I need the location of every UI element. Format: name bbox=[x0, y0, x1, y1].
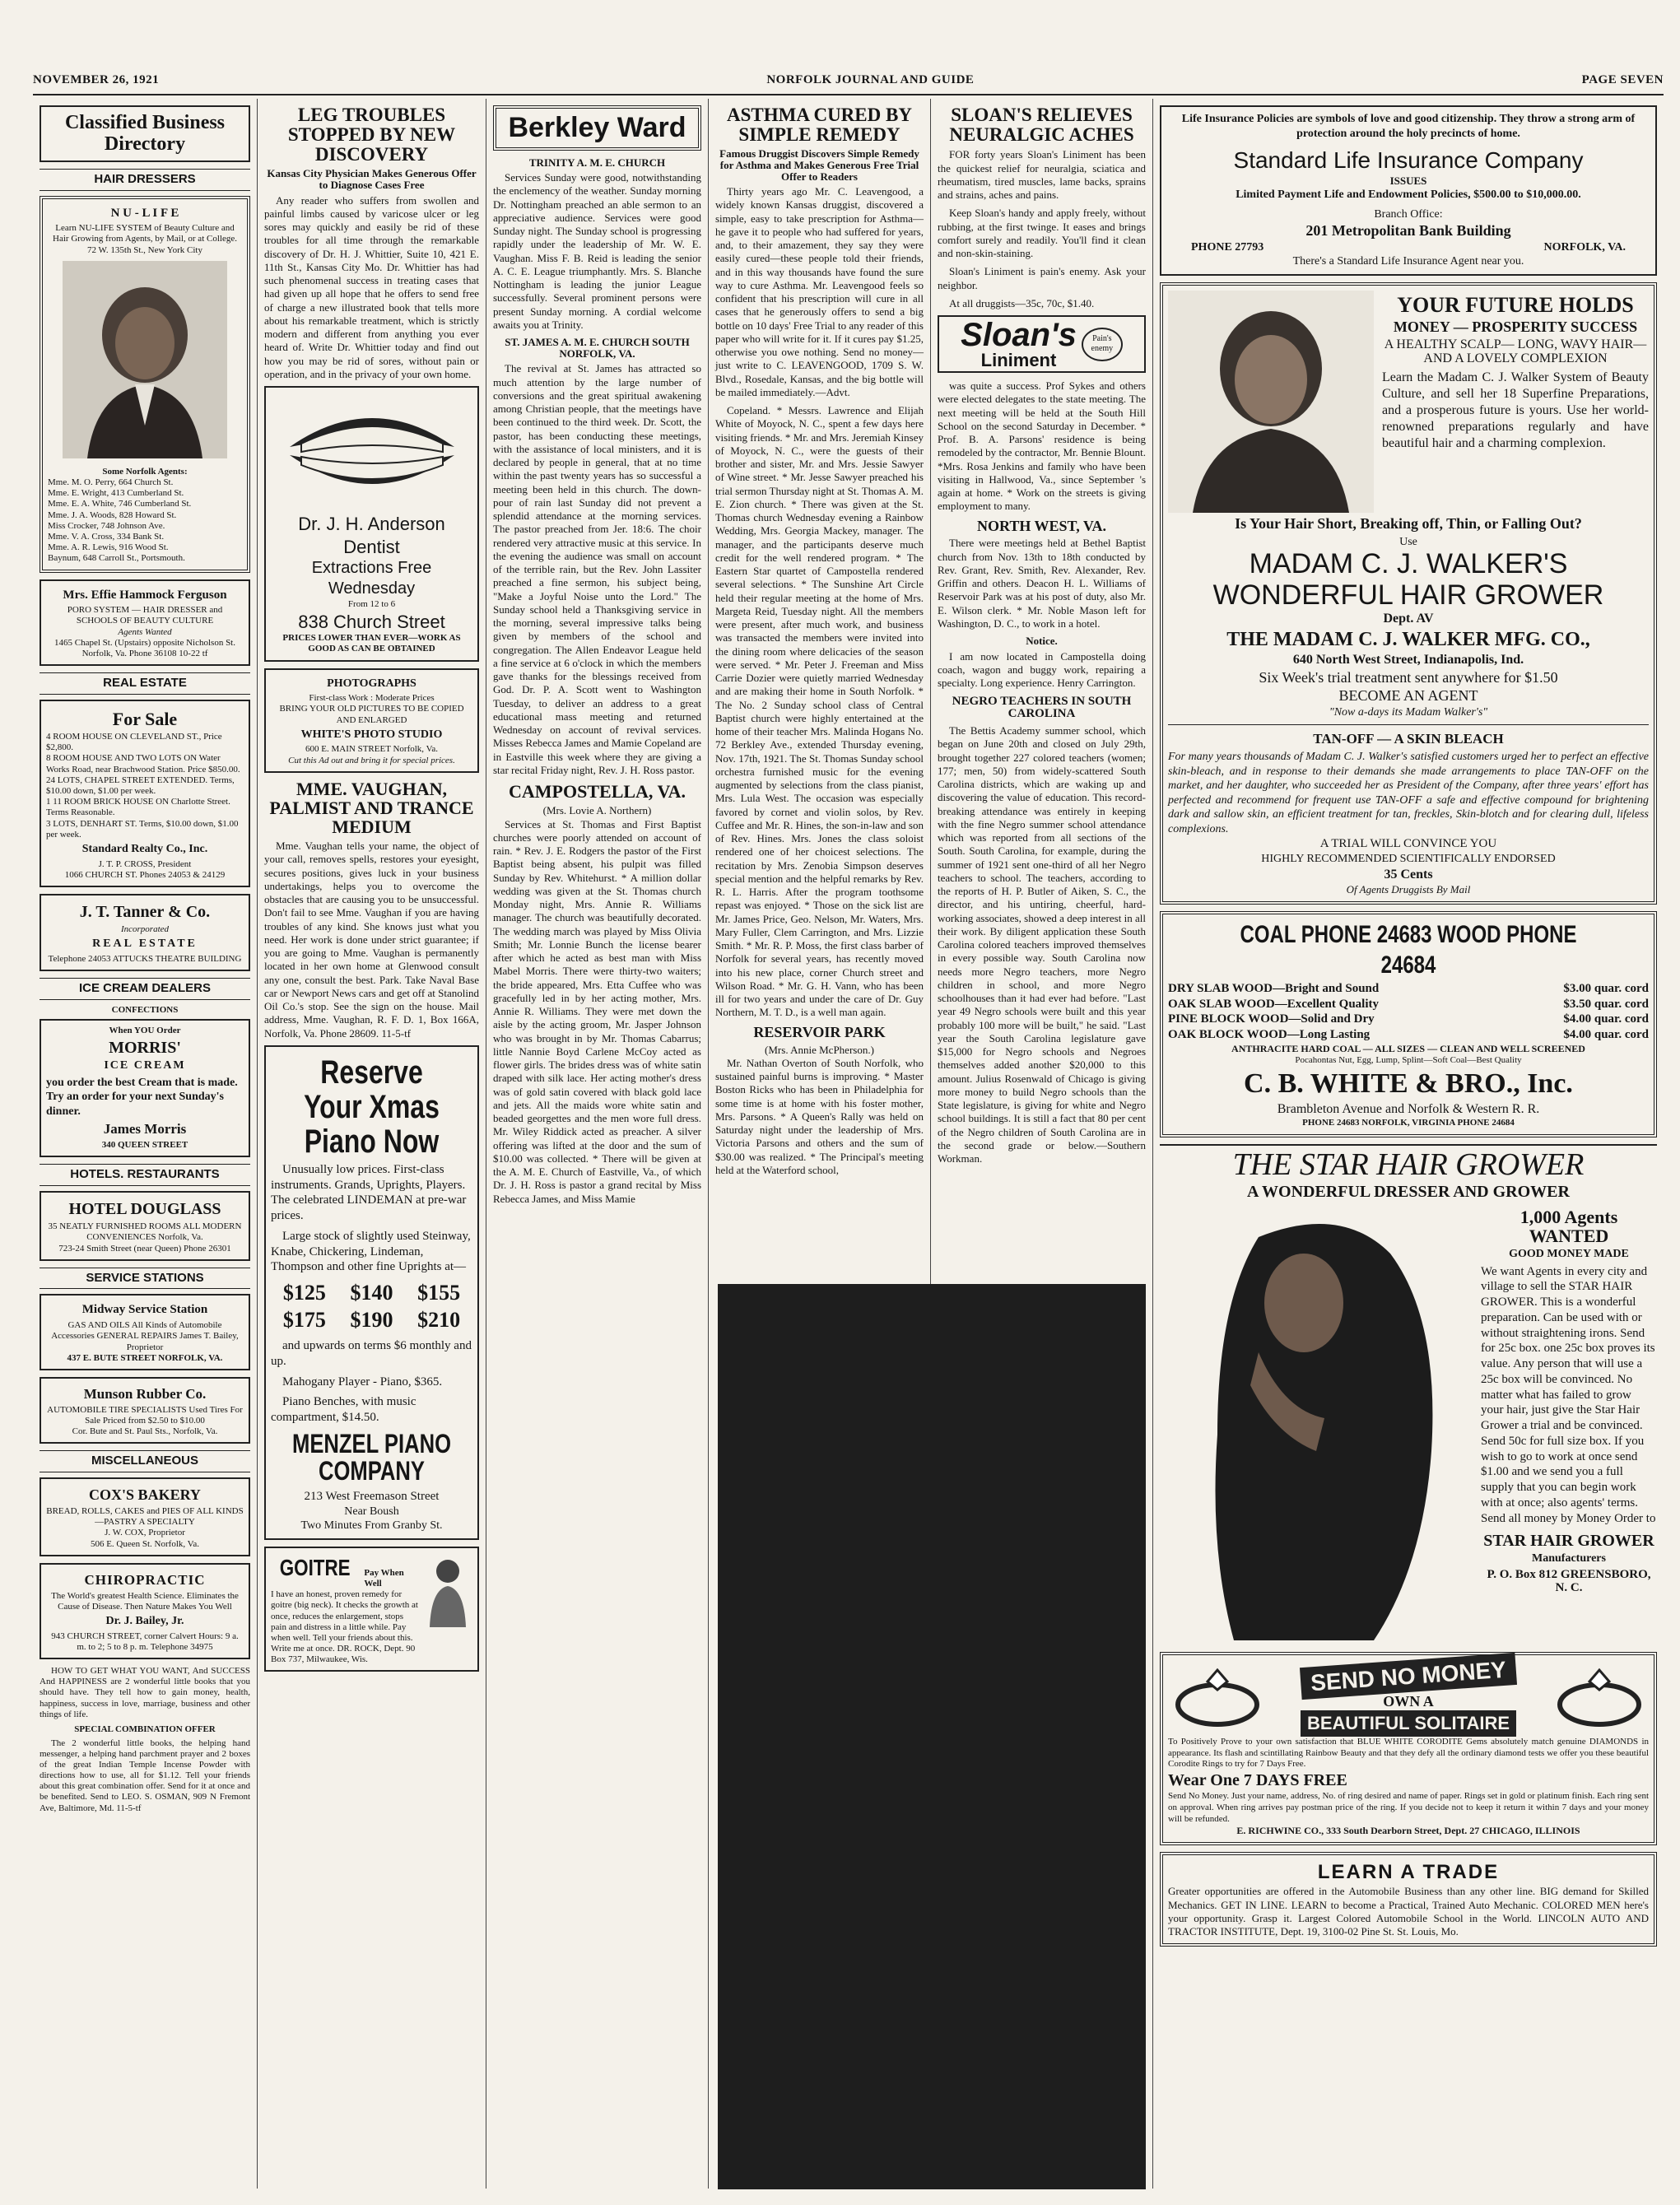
woman-long-hair-illustration bbox=[1160, 1204, 1473, 1649]
woman-illustration bbox=[423, 1553, 472, 1627]
campostella-body: Services at St. Thomas and First Baptist churches were poorly attended on account of rain. * Rev. J. E. Rodgers the pastor of the First Baptist being absent, his pulpit was filled Sunday by Rev. Whitehurst. * A million dollar wedding was given at the St. Thomas church Monday night, Mrs. Annie R. Williams manager. The church was beautifully decorated. The wedding march was played by Miss Olivia Smith; Mr. Lonnie Bunch the license bearer after which he acted as best man with Miss Mabel Morris. There were thirty-two waiters; the bride appeared, Mrs. Etta Cuffee who was gracefully led in by her acting mother, Mrs. Annie R. Williams. They were met down the aisle by the acting groom, Mr. Jasper Johnson who was brought in by Mr. Thomas Cabarrus; little Nannie Boyd Carlene McCoy acted as flower girls. The brides dress was of white satin draped with silk lace. Her acting mother's dress was of gold satin covered with black gold lace and jets. All the maids wore white satin and beaded georgettes and the men wore full dress. Mr. Wiley Riddick acted as preacher. A silver offering was lifted at the door and the sum of $10.00 was collected. * There will be given at the A. M. E. Church of Eastville, Va., of which Dr. J. H. Ross is pastor a grand recital by Miss Rebecca James, and Miss Mamie bbox=[493, 817, 701, 1205]
sloans-price: At all druggists—35c, 70c, $1.40. bbox=[949, 296, 1095, 309]
anderson-hours: From 12 to 6 bbox=[347, 599, 396, 610]
ad-nu-life bbox=[40, 196, 250, 573]
hotel-text: 35 NEATLY FURNISHED ROOMS ALL MODERN CONVENIENCES Norfolk, Va. bbox=[48, 1221, 242, 1243]
ad-piano bbox=[264, 1045, 479, 1540]
star-text: We want Agents in every city and village to sell the STAR HAIR GROWER. This is a wonderful preparation. Can be used with or without straightening irons. Send for 25c box. one 25c box proves its value. Any person that will use a 25c box will be convinced. No matter what has failed to grow your hair, just give the Star Hair Grower a trial and be convinced. Send 50c for full size box. If you wish to go to work at once send $1.00 and we send you a full supply that you can begin work with at once; also agents' terms. Send all money by Money Order to bbox=[1481, 1264, 1656, 1525]
walker-use: Use bbox=[1399, 535, 1417, 548]
standard-name: Standard Life Insurance Company bbox=[1233, 147, 1584, 173]
munson-text: AUTOMOBILE TIRE SPECIALISTS Used Tires For Sale Priced from $2.50 to $10.00 bbox=[47, 1404, 243, 1426]
ad-osman bbox=[40, 1666, 250, 1814]
osman-text: HOW TO GET WHAT YOU WANT, And SUCCESS And HAPPINESS are 2 wonderful little books that you should have. They tell how to gain money, health, happiness, success in love, marriage, business and other things of life. bbox=[40, 1666, 250, 1719]
walker-address: 640 North West Street, Indianapolis, Ind. bbox=[1292, 652, 1524, 667]
ad-munson bbox=[40, 1377, 250, 1444]
sloans-body3: Sloan's Liniment is pain's enemy. Ask your neighbor. bbox=[938, 265, 1146, 291]
list-item: OAK BLOCK WOOD—Long Lasting $4.00 quar. cord bbox=[1168, 1028, 1649, 1042]
walker-agent: BECOME AN AGENT bbox=[1338, 687, 1478, 705]
tanoff-body: For many years thousands of Madam C. J. Walker's satisfied customers urged her to perfect an effective skin-bleach, and in response to their demands she made arrangements to place TAN-OFF on the market, and her daughter, who succeeded her as President of the Company, after three years' effort has perfected and recommend for frequent use TAN-OFF a safe and effective compound for brightening dark and sallow skin, an efficient treatment for tan, freckles, Skin-blotch and for clearing dull, lifeless complexions. bbox=[1168, 751, 1649, 835]
walker-list: A HEALTHY SCALP— LONG, WAVY HAIR— AND A LOVELY COMPLEXION bbox=[1384, 337, 1647, 365]
piano-price: $175 bbox=[282, 1307, 326, 1332]
piano-price: $140 bbox=[350, 1281, 393, 1305]
northwest-body: There were meetings held at Bethel Baptist church from Nov. 13th to 18th conducted by Rev. Grant, Rev. Smith, Rev. Alexander, Rev. Griffin and others. Deacon H. L. Williams of Reservoir Park was at his post of duty, also Mr. E. Wilson clerk. * Mr. Noble Mason left for Washington, D. C., to work in a hotel. bbox=[938, 537, 1146, 630]
star-headline: THE STAR HAIR GROWER bbox=[1232, 1147, 1585, 1182]
star-address: P. O. Box 812 GREENSBORO, N. C. bbox=[1487, 1568, 1651, 1594]
piano-body2: Large stock of slightly used Steinway, Knabe, Chickering, Lindeman, Thompson and other fine Uprights at— bbox=[271, 1229, 471, 1274]
morris-signature: James Morris bbox=[103, 1121, 187, 1137]
photo-note: Cut this Ad out and bring it for special prices. bbox=[288, 755, 455, 765]
list-item: PINE BLOCK WOOD—Solid and Dry $4.00 quar. cord bbox=[1168, 1012, 1649, 1026]
photo-line2: BRING YOUR OLD PICTURES TO BE COPIED AND ENLARGED bbox=[279, 704, 464, 725]
directory-title: Classified Business Directory bbox=[40, 105, 250, 162]
solitaire-company: E. RICHWINE CO., 333 South Dearborn Street, Dept. 27 CHICAGO, ILLINOIS bbox=[1236, 1825, 1580, 1837]
dark-blank-area bbox=[718, 1284, 1146, 2189]
teachers-heading: NEGRO TEACHERS IN SOUTH CAROLINA bbox=[952, 694, 1132, 721]
section-real-estate: REAL ESTATE bbox=[40, 672, 250, 695]
teeth-icon bbox=[282, 398, 463, 505]
walker-question: Is Your Hair Short, Breaking off, Thin, or Falling Out? bbox=[1235, 514, 1582, 532]
list-item: 4 ROOM HOUSE ON CLEVELAND ST., Price $2,800. bbox=[46, 732, 222, 753]
tanner-sub: Incorporated bbox=[120, 924, 170, 934]
solitaire-name: BEAUTIFUL SOLITAIRE bbox=[1301, 1710, 1516, 1737]
ad-madam-walker bbox=[1160, 282, 1657, 905]
list-item: 24 LOTS, CHAPEL STREET EXTENDED. Terms, $10.00 down, $1.00 per week. bbox=[46, 775, 235, 796]
ring-icon bbox=[1550, 1665, 1649, 1731]
tanner-name: J. T. Tanner & Co. bbox=[79, 903, 211, 921]
trinity-body: Services Sunday were good, notwithstanding the enclemency of the weather. Sunday morning Dr. Nottingham preached an able sermon to an appreciative audience. Services were good Sunday night. The Sunday school is progressing rapidly under the leadership of Mr. W. E. Vaughan. Miss F. B. Reid is leading the senior A. C. E. League triumphantly. Mrs. S. Blanche Nottingham is leading the junior League successfully. Several prominent persons were present Sunday morning. A cordial welcome awaits you at Trinity. bbox=[493, 171, 701, 331]
masthead-rule bbox=[33, 94, 1664, 95]
list-item: 3 LOTS, DENHART ST. Terms, $10.00 down, $1.00 per week. bbox=[46, 818, 239, 840]
goitre-tag: Pay When Well bbox=[364, 1567, 404, 1589]
coal-headline: COAL PHONE 24683 WOOD PHONE 24684 bbox=[1240, 920, 1577, 979]
piano-body3: and upwards on terms $6 monthly and up. bbox=[271, 1339, 472, 1368]
munson-name: Munson Rubber Co. bbox=[83, 1385, 207, 1402]
section-miscellaneous: MISCELLANEOUS bbox=[40, 1450, 250, 1472]
walker-trial: Six Week's trial treatment sent anywhere for $1.50 bbox=[1259, 668, 1558, 686]
section-confections: CONFECTIONS bbox=[111, 1004, 179, 1015]
standard-phone: PHONE 27793 bbox=[1191, 240, 1264, 254]
column-ads-left bbox=[257, 99, 486, 2189]
section-service-stations: SERVICE STATIONS bbox=[40, 1268, 250, 1290]
sloans-body1: FOR forty years Sloan's Liniment has been the quickest relief for neuralgia, sciatica and rheumatism, tired muscles, lame backs, sprains and strains, aches and pains. bbox=[938, 148, 1146, 202]
reservoir-body: Mr. Nathan Overton of South Norfolk, who sustained painful burns is improving. * Master Boston Ricks who has been in Philadelphia for some time is at home with his foster mother, Mrs. Parsons. * A Queen's Rally was held on Saturday night under the leadership of Mrs. Victoria Parsons and others and the sum of $30.00 was realized. * The Principal's meeting held at the Waterford school, bbox=[715, 1056, 924, 1176]
ring-icon bbox=[1168, 1665, 1267, 1731]
photo-line1: First-class Work : Moderate Prices bbox=[309, 693, 435, 704]
sloans-badge: Pain's enemy bbox=[1082, 328, 1123, 361]
anderson-prices: PRICES LOWER THAN EVER—WORK AS GOOD AS CAN BE OBTAINED bbox=[282, 633, 461, 654]
leg-body: Any reader who suffers from swollen and painful limbs caused by varicose ulcer or leg sores may quickly and easily be rid of these troubles for all time through the remarkable discovery of Dr. H. J. Whittier, Suite 10, 421 E. 11th St., Kansas City Mo. Dr. Whittier has had such phenomenal success in treating cases that had given up all hope that he offers to send free of charge a new illustrated book that tells more about his remarkable treatment, which is strictly modern and different from anything you ever heard of. Write Dr. Whittier today and find out how you may be rid of sores, without pain or operation, and in the privacy of your own home. bbox=[264, 193, 479, 380]
trade-body: Greater opportunities are offered in the Automobile Business than any other line. BIG demand for Skilled Mechanics. GET IN LINE. LEARN to become a Practical, Trained Auto Mechanic. COLORED MEN here's your opportunity. Grasp it. Largest Colored Automobile School in the World. LINCOLN AUTO AND TRACTOR INSTITUTE, Dept. 19, 3100-02 Pine St. St. Louis, Mo. bbox=[1168, 1885, 1649, 1938]
realty-address: 1066 CHURCH ST. Phones 24053 & 24129 bbox=[64, 869, 226, 880]
piano-price: $125 bbox=[282, 1281, 326, 1305]
anderson-title: Dentist bbox=[343, 536, 400, 557]
list-item: Mme. E. A. White, 746 Cumberland St. bbox=[48, 499, 192, 509]
teachers-body: The Bettis Academy summer school, which began on June 20th and closed on July 29th, brought together 227 colored teachers (women; 177; men, 50) from widely-scattered South Carolina districts, which are waking up and discovering the value of education. This record-breaking attendance was entirely in keeping with the fine Negro summer school attendance which was reported from all sections of the South. South Carolina, for example, during the summer of 1921 sent one-third of all her Negro teachers to school. The teachers, according to the reports of H. P. Butler of Aiken, S. C., the director, and his untiring, cheerful, hard-working associates, showed a deep interest in all their work. By diligent application these South Carolina colored teachers improved themselves in every possible way. South Carolina now needs more Negro teachers, more Negro children in school, and more Negro schoolhouses than it had ever had before. "Last year 49 Negro schools were built and this year probably 100 more will be built," he said. "Last year the South Carolina legislature gave $15,000 for Negro schools and Negroes themselves added another $20,000 to this amount. Julius Rosenwald of Chicago is giving more money to build Negro schools than the State legislature, is giving for white and Negro school buildings. It is still a fact that 80 per cent of the Negro children of South Carolina are in the second grade or below.—Southern Workman. bbox=[938, 724, 1146, 1165]
piano-body1: Unusually low prices. First-class instruments. Grands, Uprights, Players. The celebrated LINDEMAN at pre-war prices. bbox=[271, 1162, 467, 1223]
trinity-heading: TRINITY A. M. E. CHURCH bbox=[528, 156, 666, 169]
asthma-subhead: Famous Druggist Discovers Simple Remedy for Asthma and Makes Generous Free Trial Offer to Readers bbox=[719, 147, 919, 183]
goitre-text: I have an honest, proven remedy for goitre (big neck). It checks the growth at once, reduces the enlargement, stops pain and distress in a little while. Pay when well. Tell your friends about this. Write me at once. DR. ROCK, Dept. 90 Box 737, Milwaukee, Wis. bbox=[271, 1589, 418, 1665]
osman-offer: The 2 wonderful little books, the helping hand messenger, a helping hand parchment prayer and 2 boxes of the great Indian Temple Incense Powder with directions how to use, all for $1.12. Tell your friends about this great combination offer. Send for it at once and be benefited. Send to LEO. S. OSMAN, 909 N Fremont Ave, Baltimore, Md. 11-5-tf bbox=[40, 1737, 250, 1813]
section-hotels: HOTELS. RESTAURANTS bbox=[40, 1164, 250, 1186]
ad-tanner bbox=[40, 894, 250, 971]
notice-heading: Notice. bbox=[1026, 635, 1058, 648]
standard-branch: Branch Office: bbox=[1374, 207, 1443, 221]
northwest-heading: NORTH WEST, VA. bbox=[976, 517, 1107, 534]
stjames-heading: ST. JAMES A. M. E. CHURCH SOUTH NORFOLK, VA. bbox=[505, 336, 690, 360]
standard-line1: Life Insurance Policies are symbols of love and good citizenship. They throw a strong arm of protection around the holy precincts of home. bbox=[1181, 113, 1636, 140]
nu-life-text: Learn NU-LIFE SYSTEM of Beauty Culture and Hair Growing from Agents, by Mail, or at College. 72 W. 135th St., New York City bbox=[53, 223, 237, 255]
solitaire-body: To Positively Prove to your own satisfaction that BLUE WHITE CORODITE Gems absolutely match genuine DIAMONDS in appearance. Its flash and scintillating Rainbow Beauty and that they defy all the ordinary diamond tests we offer you these beautiful Corodite Rings to try for 7 Days Free. bbox=[1168, 1736, 1649, 1770]
realty-name: Standard Realty Co., Inc. bbox=[81, 842, 208, 855]
list-item: Miss Crocker, 748 Johnson Ave. bbox=[48, 520, 165, 531]
piano-body5: Piano Benches, with music compartment, $14.50. bbox=[271, 1395, 417, 1425]
solitaire-wear: Wear One 7 DAYS FREE bbox=[1168, 1771, 1347, 1790]
ad-ferguson bbox=[40, 579, 250, 667]
vaughan-headline: MME. VAUGHAN, PALMIST AND TRANCE MEDIUM bbox=[269, 778, 474, 838]
nu-life-title: N U - L I F E bbox=[110, 206, 179, 220]
piano-price: $155 bbox=[417, 1281, 461, 1305]
tanoff-head: TAN-OFF — A SKIN BLEACH bbox=[1313, 731, 1504, 747]
walker-portrait bbox=[1168, 291, 1374, 513]
goitre-headline: GOITRE bbox=[279, 1554, 351, 1580]
list-item: Mme. M. O. Perry, 664 Church St. bbox=[48, 477, 174, 488]
menzel-address: 213 West Freemason Street bbox=[304, 1490, 440, 1504]
ad-for-sale bbox=[40, 700, 250, 887]
morris-name: MORRIS' bbox=[109, 1039, 181, 1058]
ferguson-address: 1465 Chapel St. (Upstairs) opposite Nicholson St. Norfolk, Va. Phone 36108 10-22 tf bbox=[54, 637, 235, 659]
asthma-headline: ASTHMA CURED BY SIMPLE REMEDY bbox=[727, 105, 912, 146]
piano-price: $210 bbox=[417, 1307, 461, 1332]
anderson-line1: Extractions Free bbox=[311, 559, 432, 578]
menzel-walk: Two Minutes From Granby St. bbox=[300, 1519, 443, 1533]
chiro-text: The World's greatest Health Science. Eliminates the Cause of Disease. Then Nature Makes You Well bbox=[51, 1590, 239, 1612]
list-item: DRY SLAB WOOD—Bright and Sound $3.00 quar. cord bbox=[1168, 981, 1649, 995]
photo-studio-name: WHITE'S PHOTO STUDIO bbox=[300, 728, 443, 741]
wood-price-list bbox=[1168, 981, 1649, 1043]
tanner-line: REAL ESTATE bbox=[92, 937, 198, 951]
sloans-body2: Keep Sloan's handy and apply freely, without rubbing, at the first twinge. It eases and brings comfort surely and readily. You'll find it clean and non-skin-staining. bbox=[938, 207, 1146, 260]
standard-issues: ISSUES bbox=[1389, 174, 1427, 187]
star-agents: 1,000 Agents WANTED bbox=[1519, 1206, 1618, 1246]
ad-anderson-dentist bbox=[264, 386, 479, 661]
column-ads-right bbox=[1152, 99, 1664, 2189]
munson-address: Cor. Bute and St. Paul Sts., Norfolk, Va. bbox=[72, 1426, 218, 1437]
bakery-text: BREAD, ROLLS, CAKES and PIES OF ALL KINDS—PASTRY A SPECIALTY bbox=[46, 1506, 244, 1528]
bakery-name: COX'S BAKERY bbox=[89, 1486, 201, 1504]
list-item: Mme. J. A. Woods, 828 Howard St. bbox=[48, 509, 177, 520]
ferguson-line: PORO SYSTEM — HAIR DRESSER and SCHOOLS OF BEAUTY CULTURE bbox=[67, 605, 223, 626]
midway-text: GAS AND OILS All Kinds of Automobile Accessories GENERAL REPAIRS James T. Bailey, Proprietor bbox=[51, 1320, 239, 1352]
berkley-ward-heading: Berkley Ward bbox=[493, 105, 701, 151]
photo-address: 600 E. MAIN STREET Norfolk, Va. bbox=[305, 744, 438, 755]
trade-headline: LEARN A TRADE bbox=[1317, 1861, 1500, 1884]
reservoir-byline: (Mrs. Annie McPherson.) bbox=[765, 1043, 874, 1056]
chiro-doctor: Dr. J. Bailey, Jr. bbox=[105, 1614, 184, 1627]
list-item: Baynum, 648 Carroll St., Portsmouth. bbox=[48, 553, 185, 564]
star-company: STAR HAIR GROWER bbox=[1483, 1532, 1654, 1551]
sloans-logo bbox=[938, 315, 1146, 373]
coal-company: C. B. WHITE & BRO., Inc. bbox=[1244, 1068, 1573, 1099]
hotel-address: 723-24 Smith Street (near Queen) Phone 26301 bbox=[58, 1243, 231, 1254]
star-money: GOOD MONEY MADE bbox=[1509, 1247, 1629, 1260]
masthead-paper: NORFOLK JOURNAL AND GUIDE bbox=[766, 72, 975, 86]
masthead-page: PAGE SEVEN bbox=[1581, 72, 1664, 86]
walker-head2: MONEY — PROSPERITY SUCCESS bbox=[1393, 319, 1638, 336]
tanoff-price: 35 Cents bbox=[1384, 867, 1433, 882]
piano-price-grid bbox=[271, 1280, 472, 1333]
ad-goitre bbox=[264, 1547, 479, 1672]
ad-star-hair-grower bbox=[1160, 1144, 1657, 1649]
ad-standard-life bbox=[1160, 105, 1657, 276]
nu-life-agents bbox=[48, 477, 242, 565]
walker-dept: Dept. AV bbox=[1383, 611, 1434, 626]
anderson-address: 838 Church Street bbox=[298, 611, 445, 632]
ad-solitaire bbox=[1160, 1652, 1657, 1846]
bakery-address: 506 E. Queen St. Norfolk, Va. bbox=[90, 1538, 200, 1549]
coal-phones: PHONE 24683 NORFOLK, VIRGINIA PHONE 24684 bbox=[1302, 1118, 1515, 1128]
nu-life-agents-head: Some Norfolk Agents: bbox=[102, 466, 188, 477]
walker-product: MADAM C. J. WALKER'S WONDERFUL HAIR GROWER bbox=[1212, 548, 1604, 611]
leg-headline: LEG TROUBLES STOPPED BY NEW DISCOVERY bbox=[287, 105, 456, 165]
bakery-proprietor: J. W. COX, Proprietor bbox=[105, 1528, 185, 1538]
star-manufacturers: Manufacturers bbox=[1532, 1552, 1606, 1565]
chiro-name: CHIROPRACTIC bbox=[84, 1571, 206, 1588]
anderson-name: Dr. J. H. Anderson bbox=[298, 514, 445, 535]
masthead bbox=[33, 69, 1664, 91]
list-item: OAK SLAB WOOD—Excellent Quality $3.50 quar. cord bbox=[1168, 997, 1649, 1011]
anderson-line2: Wednesday bbox=[328, 579, 416, 598]
ad-chiropractic bbox=[40, 1563, 250, 1659]
list-item: 1 11 ROOM BRICK HOUSE ON Charlotte Street. Terms Reasonable. bbox=[46, 797, 230, 818]
portrait-photo bbox=[63, 261, 227, 458]
leg-subhead: Kansas City Physician Makes Generous Offer to Diagnose Cases Free bbox=[267, 167, 477, 192]
ferguson-name: Mrs. Effie Hammock Ferguson bbox=[63, 588, 227, 602]
campostella-byline: (Mrs. Lovie A. Northern) bbox=[542, 804, 652, 817]
coal-line2: Pocahontas Nut, Egg, Lump, Splint—Soft Coal—Best Quality bbox=[1295, 1054, 1522, 1065]
stjames-body: The revival at St. James has attracted so much attention by the large number of conversions and the great spiritual awakening among Christian people, that the meetings have been continued to the third week. Dr. Scott, the pastor, has been conducting these meetings, with the assistance of local ministers, and it is declared by people in general, that at no time within the past twenty years has so successful a meeting been held in this church. The down-pour of rain last Sunday did not prevent a splendid attendance at the morning services. The pastor preached from Jer. 18:6. The choir rendered very attractive music at this service. In the evening the audience was small on account of the terrible rain, but the Rev. John Lassiter preached a fine sermon, his subject being, "Make a Joyful Noise unto the Lord." The Sunday school held a Thanksgiving service in the morning, several impressive talks being given by members of the school and congregation. The Allen Endeavor League held a fine service at 6 o'clock in which the members gave thanks for the blessings received from God. Dr. P. A. Scott went to Washington Tuesday, to deliver an address to a great educational mass meeting and returned Wednesday on account of revival services. Misses Rebecca James and Mamie Copeland are in Eastville this week where they are giving a star recital Friday night, Rev. J. H. Ross pastor. bbox=[493, 362, 701, 776]
standard-policies: Limited Payment Life and Endowment Policies, $500.00 to $10,000.00. bbox=[1236, 188, 1581, 202]
ferguson-agents: Agents Wanted bbox=[118, 626, 172, 637]
sloans-headline: SLOAN'S RELIEVES NEURALGIC ACHES bbox=[949, 105, 1134, 146]
copeland-body: Copeland. * Messrs. Lawrence and Elijah White of Moyock, N. C., spent a few days here visiting friends. * Mr. and Mrs. Jeremiah Kinsey of Moyock, N. C., were the guests of their brother and sister, Mr. and Mrs. Jessie Sawyer of Wine street. * Mr. Jesse Sawyer preached his trial sermon Thursday night at St. Thomas A. M. E. Zion church. * There was given at the St. Thomas church Wednesday evening a Rainbow Wedding, Mrs. Georgia Mackey, manager. The manager, and the participants deserve much credit for the well rendered program. * The Eastern Star quartet of Campostella rendered several selections. * The Sunshine Art Circle held their regular meeting at the home of Mrs. Margeta Reid, Tuesday night. All the members were present, after much work, and business was transacted the members were invited into the dining room where delicacies of the season were served. * Mr. Peter J. Freeman and Miss Carrie Dozier were quietly married Wednesday and are making their home in South Norfolk. * The No. 2 Sunday school class of Central Baptist church were highly entertained at the home of their teacher Mrs. Malinda Hogans No. 72 Berkley Ave., extended Thursday evening, Nov. 17th, 1921. The St. Thomas Sunday school orchestra furnished music for the evening augmented by selections from the class pianist, Mrs. Lula West. The occasion was especially favored by cornet and violin solos, by Rev. Cuffee and Mr. R. Hines, the son-in-law and son of Rev. Hines. Mrs. Jones the class soloist rendered one of her choicest selections. The recitation by Mrs. Zenobia Simpson deserves special mention and the helpful remarks by Rev. R. L. Harris. After the program toothsome repast was enjoyed. * Those on the sick list are Mr. James Price, Geo. Nelson, Mr. Waters, Mrs. Mary Fuller, Clem Carrington, and Mrs. Lizzie Smith. * Mr. R. P. Moss, the first class barber of Norfolk for several years, has recently moved into his new place, corner Church street and Wilson Road. * Mr. G. H. Vann, who has been ill for two years and under the care of Dr. Guy Northern, M. T. D., is a well man again. bbox=[715, 404, 924, 1019]
morris-head: When YOU Order bbox=[109, 1026, 181, 1035]
tanoff-from: Of Agents Druggists By Mail bbox=[1346, 882, 1471, 895]
standard-agent: There's a Standard Life Insurance Agent near you. bbox=[1292, 255, 1524, 268]
ad-midway bbox=[40, 1294, 250, 1370]
osman-offer-head: SPECIAL COMBINATION OFFER bbox=[74, 1724, 216, 1734]
ad-whites-photo bbox=[264, 668, 479, 773]
masthead-date: NOVEMBER 26, 1921 bbox=[33, 72, 160, 86]
sloans-logo-sub: Liniment bbox=[980, 350, 1057, 371]
tanner-address: Telephone 24053 ATTUCKS THEATRE BUILDING bbox=[48, 953, 242, 964]
walker-company: THE MADAM C. J. WALKER MFG. CO., bbox=[1226, 628, 1590, 650]
midway-address: 437 E. BUTE STREET NORFOLK, VA. bbox=[67, 1352, 223, 1363]
list-item: 8 ROOM HOUSE AND TWO LOTS ON Water Works Road, near Brachwood Station. Price $850.00. bbox=[46, 753, 240, 775]
list-item: Mme. V. A. Cross, 334 Bank St. bbox=[48, 531, 165, 542]
ad-hotel-douglass bbox=[40, 1191, 250, 1261]
solitaire-headline: SEND NO MONEY bbox=[1300, 1653, 1517, 1700]
walker-head1: YOUR FUTURE HOLDS bbox=[1397, 292, 1634, 317]
campostella-heading: CAMPOSTELLA, VA. bbox=[509, 781, 686, 802]
waterford-body: was quite a success. Prof Sykes and others were elected delegates to the state meeting. The next meeting will be held at the South Hill School on the second Saturday in December. * Prof. B. A. Parsons' residence is being remodeled by the contractor, Mr. Bennie Blount. *Mrs. Rosa Jenkins and family who have been visiting in Hallwood, Va., since September 's again at home. * Work on the streets is giving employment to many. bbox=[938, 379, 1146, 513]
piano-body4: Mahogany Player - Piano, $365. bbox=[282, 1375, 443, 1389]
hotel-name: HOTEL DOUGLASS bbox=[68, 1200, 221, 1219]
piano-headline: Reserve Your Xmas Piano Now bbox=[304, 1054, 440, 1160]
piano-price: $190 bbox=[350, 1307, 393, 1332]
reservoir-heading: RESERVOIR PARK bbox=[753, 1023, 886, 1040]
tanoff-trial: A TRIAL WILL CONVINCE YOU bbox=[1319, 837, 1497, 851]
column-berkley-ward bbox=[486, 99, 708, 2189]
morris-address: 340 QUEEN STREET bbox=[101, 1140, 188, 1151]
coal-address: Brambleton Avenue and Norfolk & Western R. R. bbox=[1277, 1102, 1540, 1117]
column-classified-directory bbox=[33, 99, 257, 2189]
ad-learn-a-trade bbox=[1160, 1852, 1657, 1947]
menzel-name: MENZEL PIANO COMPANY bbox=[292, 1428, 451, 1486]
realty-president: J. T. P. CROSS, President bbox=[98, 858, 192, 869]
standard-address: 201 Metropolitan Bank Building bbox=[1305, 222, 1511, 240]
for-sale-title: For Sale bbox=[112, 708, 178, 729]
notice-body: I am now located in Campostella doing coach, wagon and buggy work, repairing a specialty. Long experience. Henry Carrington. bbox=[938, 649, 1146, 690]
asthma-body: Thirty years ago Mr. C. Leavengood, a widely known Kansas druggist, discovered a simple, easy to take prescription for Asthma—he gave it to people who had suffered for years, and, to their amazement, they say they were easily cured—these people told their friends, and in this way thousands have found the sure way to cure Asthma. Mr. Leavengood feels so confident that his prescription will cure in all cases that he generously offers to send a big bottle on 10 days' Free Trial to any reader of this paper who will write for it. If it cures pay $1.25, otherwise you owe nothing. Send no money—just write to C. LEAVENGOOD, 1709 S. W. Blvd., Rosedale, Kansas, and the big bottle will be mailed immediately.—Advt. bbox=[715, 185, 924, 398]
walker-text: Learn the Madam C. J. Walker System of Beauty Culture, and sell her 18 Superfine Preparations, and a prosperous future is yours. Use her world-renowned preparations regularly and have beautiful hair and a charming complexion. bbox=[1382, 370, 1649, 450]
solitaire-body2: Send No Money. Just your name, address, No. of ring desired and name of paper. Rings set in gold or platinum finish. Each ring sent on approval. When ring arrives pay postman price of the ring. If you decide not to keep it return it within 7 days and your money will be refunded. bbox=[1168, 1791, 1650, 1824]
tanoff-endorsed: HIGHLY RECOMMENDED SCIENTIFICALLY ENDORSED bbox=[1261, 853, 1556, 866]
coal-line: ANTHRACITE HARD COAL — ALL SIZES — CLEAN AND WELL SCREENED bbox=[1231, 1042, 1585, 1054]
morris-ice: ICE CREAM bbox=[104, 1059, 186, 1072]
for-sale-list bbox=[46, 732, 244, 840]
standard-city: NORFOLK, VA. bbox=[1543, 240, 1626, 254]
midway-name: Midway Service Station bbox=[81, 1303, 208, 1317]
chiro-address: 943 CHURCH STREET, corner Calvert Hours: 9 a. m. to 2; 5 to 8 p. m. Telephone 34975 bbox=[51, 1630, 239, 1652]
list-item: Mme. E. Wright, 413 Cumberland St. bbox=[48, 488, 184, 499]
vaughan-body: Mme. Vaughan tells your name, the object of your call, removes spells, restores your eyesight, secures positions, gives luck in your business undertakings, helps you to overcome the obstacles that are causing you to be unsuccessful. Don't fail to see Mme. Vaughan if you are having troubles of any kind. She knows just what you need. Her work is done under strict guarantee; if you are going to Mme. Vaughan is permanently located in her own home at Glenwood consult any one, consult the best. Park. Take Naval Base car or Newport News cars and get off at Stanolind Oil Co.'s stop. See the sign on the house. Mail address, Mme. Vaughan, R. F. D. 1, Box 166A, Norfolk, Va. Phone 28609. 11-5-tf bbox=[264, 840, 479, 1040]
photo-head: PHOTOGRAPHS bbox=[327, 677, 417, 690]
ad-morris bbox=[40, 1019, 250, 1157]
sloans-logo-text: Sloan's bbox=[961, 317, 1077, 354]
section-hair-dressers: HAIR DRESSERS bbox=[40, 169, 250, 191]
solitaire-own: OWN A bbox=[1383, 1692, 1434, 1710]
ad-cox-bakery bbox=[40, 1477, 250, 1556]
menzel-near: Near Boush bbox=[344, 1505, 399, 1518]
walker-now: "Now a-days its Madam Walker's" bbox=[1329, 705, 1488, 719]
morris-text: you order the best Cream that is made. Try an order for your next Sunday's dinner. bbox=[46, 1076, 238, 1118]
section-ice-cream: ICE CREAM DEALERS bbox=[40, 978, 250, 1000]
star-subhead: A WONDERFUL DRESSER AND GROWER bbox=[1247, 1182, 1570, 1201]
list-item: Mme. A. R. Lewis, 916 Wood St. bbox=[48, 542, 169, 553]
ad-coal-wood bbox=[1160, 911, 1657, 1137]
